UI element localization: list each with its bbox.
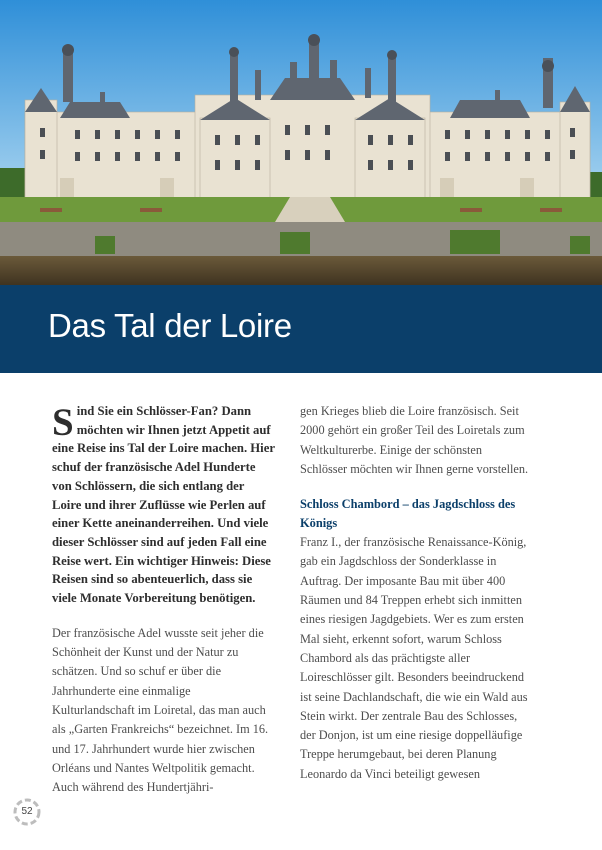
page-number-badge: [12, 797, 42, 827]
page-number: 52: [21, 806, 33, 817]
river: [0, 256, 602, 285]
right-column: [300, 402, 532, 784]
intro-paragraph: [52, 402, 275, 608]
paragraph-1: Der französische Adel wusste seit jeher die Schönheit der Kunst und der Natur zu schätzen. Und so schuf er über die Jahrhunderte eine einmalige Kulturlandschaft im Loiretal, das man auch als „Garten Frankreichs“ bezeichnet. Im 16. und 17. Jahrhundert wurde hier zwischen Orléans und Nantes Weltpolitik gemacht. Auch während des Hundertjähri-: [52, 625, 269, 795]
section-heading: Schloss Chambord – das Jagdschloss des Königs: [300, 497, 516, 531]
page-title: Das Tal der Loire: [48, 307, 292, 344]
hero-photo: [0, 0, 602, 285]
dropcap: S: [52, 401, 74, 444]
intro-text: ind Sie ein Schlösser-Fan? Dann möchten wir Ihnen jetzt Appetit auf eine Reise ins Tal der Loire machen. Hier schuf der französische Adel Hunderte von Schlössern, die sich entlang der Loire und ihrer Zuflüsse wie Perlen auf einer Kette aneinanderreihen. Und viele dieser Schlösser sind auf jeden Fall eine Reise wert. Ein wichtiger Hinweis: Diese Reisen sind so abenteuerlich, dass sie viele Monate Vorbereitung benötigen.: [52, 404, 275, 606]
title-band: [0, 285, 602, 373]
chateau-illustration: [0, 0, 602, 285]
left-column: [52, 402, 275, 797]
paragraph-1-continued: gen Krieges blieb die Loire französisch. Seit 2000 gehört ein großer Teil des Loiretals zum Weltkulturerbe. Einige der schönsten Schlösser möchten wir Ihnen gerne vorstellen.: [300, 404, 529, 476]
paragraph-2: Franz I., der französische Renaissance-König, gab ein Jagdschloss der Sonderklasse in Auftrag. Der imposante Bau mit über 400 Räumen und 84 Treppen erhebt sich inmitten eines riesigen Jagdgebiets. Wer es zum ersten Mal sieht, erkennt sofort, warum Schloss Chambord als das prächtigste aller Loireschlösser gilt. Besonders beeindruckend ist seine Dachlandschaft, die wie ein Wald aus Stein wirkt. Der zentrale Bau des Schlosses, der Donjon, ist um eine riesige doppelläufige Treppe herumgebaut, bei deren Planung Leonardo da Vinci beteiligt gewesen: [300, 535, 528, 781]
